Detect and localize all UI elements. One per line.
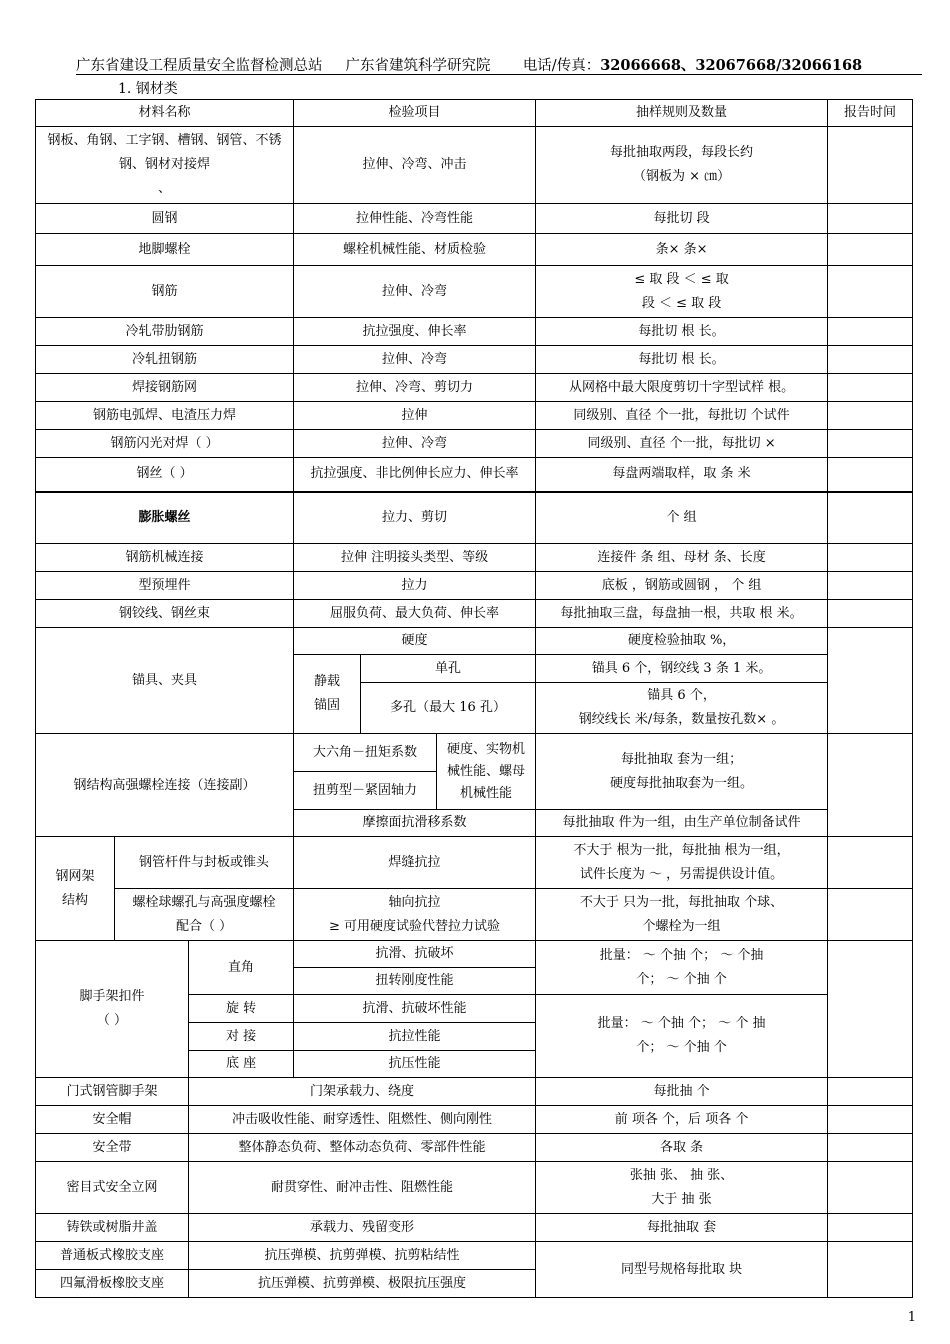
sampling-rule: 连接件 条 组、母材 条、长度 (536, 544, 828, 572)
material-name: 焊接钢筋网 (36, 374, 294, 402)
report-time-cell (828, 1078, 913, 1106)
fastener-type: 旋 转 (189, 995, 294, 1023)
material-name: 脚手架扣件 （ ） (36, 941, 189, 1078)
report-time-cell (828, 1162, 913, 1214)
table-row (36, 572, 913, 600)
page-header (76, 54, 922, 75)
table-row (36, 266, 913, 318)
material-name: 钢管杆件与封板或锥头 (115, 837, 294, 889)
sampling-rule: 每盘两端取样，取 条 米 (536, 458, 828, 492)
test-items: 轴向抗拉 ≥ 可用硬度试验代替拉力试验 (294, 889, 536, 941)
material-name: 冷轧扭钢筋 (36, 346, 294, 374)
material-name: 密目式安全立网 (36, 1162, 189, 1214)
page-number: 1 (907, 1310, 916, 1325)
org-name-2: 广东省建筑科学研究院 (345, 58, 491, 74)
material-name: 钢筋闪光对焊（ ） (36, 430, 294, 458)
section-title: 1. 钢材类 (118, 81, 178, 97)
sampling-rule: 每批抽 个 (536, 1078, 828, 1106)
material-name: 锚具、夹具 (36, 628, 294, 734)
test-items: 抗压弹模、抗剪弹模、抗剪粘结性 (189, 1242, 536, 1270)
sampling-rule: 锚具 6 个，钢绞线 3 条 1 米。 (536, 655, 828, 683)
table-row (36, 318, 913, 346)
col-header-sampling: 抽样规则及数量 (536, 100, 828, 127)
table-row (36, 1106, 913, 1134)
report-time-cell (828, 572, 913, 600)
table-row (36, 837, 913, 889)
test-items: 门架承载力、绕度 (189, 1078, 536, 1106)
test-items: 多孔（最大 16 孔） (361, 683, 536, 734)
report-time-cell (828, 318, 913, 346)
inspection-table (35, 99, 913, 1298)
report-time-cell (828, 402, 913, 430)
report-time-cell (828, 374, 913, 402)
test-items: 抗滑、抗破坏 (294, 941, 536, 968)
report-time-cell (828, 941, 913, 1078)
report-time-cell (828, 600, 913, 628)
table-header-row (36, 100, 913, 127)
sampling-rule: 每批抽取 套为一组； 硬度每批抽取套为一组。 (536, 734, 828, 810)
report-time-cell (828, 1242, 913, 1298)
sampling-rule: 每批切 段 (536, 204, 828, 234)
material-name: 型预埋件 (36, 572, 294, 600)
table-row (36, 1214, 913, 1242)
sampling-rule: 同型号规格每批取 块 (536, 1242, 828, 1298)
table-row (36, 734, 913, 772)
material-name: 四氟滑板橡胶支座 (36, 1270, 189, 1298)
material-name: 钢丝（ ） (36, 458, 294, 492)
report-time-cell (828, 628, 913, 734)
table-row (36, 1242, 913, 1270)
report-time-cell (828, 127, 913, 204)
static-anchoring-label: 静载 锚固 (294, 655, 361, 734)
test-items: 拉伸、冷弯、冲击 (294, 127, 536, 204)
sampling-rule: ≤ 取 段 ＜ ≤ 取 段 ＜ ≤ 取 段 (536, 266, 828, 318)
test-items: 拉伸、冷弯 (294, 430, 536, 458)
sampling-rule: 硬度检验抽取 %， (536, 628, 828, 655)
material-name: 铸铁或树脂井盖 (36, 1214, 189, 1242)
report-time-cell (828, 430, 913, 458)
test-items: 耐贯穿性、耐冲击性、阻燃性能 (189, 1162, 536, 1214)
test-items: 硬度 (294, 628, 536, 655)
sampling-rule: 同级别、直径 个一批，每批切 个试件 (536, 402, 828, 430)
sampling-rule: 各取 条 (536, 1134, 828, 1162)
test-items: 抗拉性能 (294, 1023, 536, 1051)
material-name: 钢板、角钢、工字钢、槽钢、钢管、不锈钢、钢材对接焊 、 (36, 127, 294, 204)
material-name: 钢结构高强螺栓连接（连接副） (36, 734, 294, 837)
report-time-cell (828, 346, 913, 374)
bolt-type: 大六角－扭矩系数 (294, 734, 437, 772)
test-items: 屈服负荷、最大负荷、伸长率 (294, 600, 536, 628)
material-name: 门式钢管脚手架 (36, 1078, 189, 1106)
sampling-rule: 条× 条× (536, 234, 828, 266)
table-row (36, 374, 913, 402)
report-time-cell (828, 544, 913, 572)
sampling-rule: 每批抽取 件为一组，由生产单位制备试件 (536, 810, 828, 837)
sampling-rule: 从网格中最大限度剪切十字型试样 根。 (536, 374, 828, 402)
table-row (36, 1134, 913, 1162)
table-row (36, 430, 913, 458)
report-time-cell (828, 889, 913, 941)
report-time-cell (828, 1214, 913, 1242)
table-row (36, 402, 913, 430)
table-row (36, 600, 913, 628)
material-name: 钢铰线、钢丝束 (36, 600, 294, 628)
test-items: 拉伸、冷弯 (294, 266, 536, 318)
table-row (36, 458, 913, 492)
report-time-cell (828, 458, 913, 492)
sampling-rule: 不大于 根为一批，每批抽 根为一组， 试件长度为 ～ ，另需提供设计值。 (536, 837, 828, 889)
report-time-cell (828, 234, 913, 266)
material-name: 地脚螺栓 (36, 234, 294, 266)
sampling-rule: 不大于 只为一批，每批抽取 个球、 个螺栓为一组 (536, 889, 828, 941)
table-row (36, 544, 913, 572)
sampling-rule: 每批抽取三盘，每盘抽一根，共取 根 米。 (536, 600, 828, 628)
material-name: 钢筋电弧焊、电渣压力焊 (36, 402, 294, 430)
table-row (36, 346, 913, 374)
sampling-rule: 前 项各 个，后 项各 个 (536, 1106, 828, 1134)
sampling-rule: 每批抽取 套 (536, 1214, 828, 1242)
test-items: 冲击吸收性能、耐穿透性、阻燃性、侧向刚性 (189, 1106, 536, 1134)
fastener-type: 底 座 (189, 1051, 294, 1078)
sampling-rule: 批量： ～ 个抽 个； ～ 个抽 个； ～ 个抽 个 (536, 941, 828, 995)
report-time-cell (828, 266, 913, 318)
test-items: 焊缝抗拉 (294, 837, 536, 889)
test-items: 抗压弹模、抗剪弹模、极限抗压强度 (189, 1270, 536, 1298)
table-row (36, 1078, 913, 1106)
sampling-rule: 底板 ，钢筋或圆钢 ， 个 组 (536, 572, 828, 600)
test-items: 拉伸、冷弯 (294, 346, 536, 374)
material-name: 钢筋机械连接 (36, 544, 294, 572)
test-items: 扭转刚度性能 (294, 968, 536, 995)
bolt-type: 扭剪型－紧固轴力 (294, 772, 437, 810)
material-name: 安全带 (36, 1134, 189, 1162)
sampling-rule: 同级别、直径 个一批，每批切 × (536, 430, 828, 458)
test-items: 拉力、剪切 (294, 492, 536, 544)
steel-grid-structure-label: 钢网架 结构 (36, 837, 115, 941)
material-name: 钢筋 (36, 266, 294, 318)
sampling-rule: 个 组 (536, 492, 828, 544)
material-name: 圆钢 (36, 204, 294, 234)
test-items: 抗拉强度、伸长率 (294, 318, 536, 346)
phone-number: 32066668、32067668/32066168 (600, 57, 863, 74)
org-name-1: 广东省建设工程质量安全监督检测总站 (76, 58, 323, 74)
sampling-rule: 每批抽取两段，每段长约 （钢板为 × ㎝） (536, 127, 828, 204)
test-items: 抗滑、抗破坏性能 (294, 995, 536, 1023)
test-items: 整体静态负荷、整体动态负荷、零部件性能 (189, 1134, 536, 1162)
report-time-cell (828, 1134, 913, 1162)
test-items: 拉伸 注明接头类型、等级 (294, 544, 536, 572)
report-time-cell (828, 734, 913, 837)
material-name: 安全帽 (36, 1106, 189, 1134)
test-items: 抗拉强度、非比例伸长应力、伸长率 (294, 458, 536, 492)
table-row (36, 204, 913, 234)
sampling-rule: 锚具 6 个， 钢绞线长 米/每条，数量按孔数× 。 (536, 683, 828, 734)
col-header-items: 检验项目 (294, 100, 536, 127)
report-time-cell (828, 1106, 913, 1134)
material-name: 膨胀螺丝 (36, 492, 294, 544)
material-name: 冷轧带肋钢筋 (36, 318, 294, 346)
table-row (36, 127, 913, 204)
report-time-cell (828, 492, 913, 544)
test-items: 硬度、实物机 械性能、螺母 机械性能 (437, 734, 536, 810)
test-items: 拉力 (294, 572, 536, 600)
col-header-material: 材料名称 (36, 100, 294, 127)
sampling-rule: 每批切 根 长。 (536, 318, 828, 346)
test-items: 单孔 (361, 655, 536, 683)
report-time-cell (828, 837, 913, 889)
test-items: 抗压性能 (294, 1051, 536, 1078)
test-items: 拉伸、冷弯、剪切力 (294, 374, 536, 402)
table-row (36, 628, 913, 655)
sampling-rule: 批量： ～ 个抽 个； ～ 个 抽 个； ～ 个抽 个 (536, 995, 828, 1078)
table-row (36, 1162, 913, 1214)
sampling-rule: 张抽 张、 抽 张、 大于 抽 张 (536, 1162, 828, 1214)
table-row (36, 234, 913, 266)
fastener-type: 对 接 (189, 1023, 294, 1051)
test-items: 承载力、残留变形 (189, 1214, 536, 1242)
test-items: 螺栓机械性能、材质检验 (294, 234, 536, 266)
table-row (36, 889, 913, 941)
phone-label: 电话/传真： (522, 58, 601, 74)
test-items: 拉伸性能、冷弯性能 (294, 204, 536, 234)
sampling-rule: 每批切 根 长。 (536, 346, 828, 374)
col-header-report-time: 报告时间 (828, 100, 913, 127)
test-items: 拉伸 (294, 402, 536, 430)
table-row (36, 941, 913, 968)
fastener-type: 直角 (189, 941, 294, 995)
test-items: 摩擦面抗滑移系数 (294, 810, 536, 837)
material-name: 普通板式橡胶支座 (36, 1242, 189, 1270)
report-time-cell (828, 204, 913, 234)
table-row (36, 492, 913, 544)
material-name: 螺栓球螺孔与高强度螺栓 配合（ ） (115, 889, 294, 941)
